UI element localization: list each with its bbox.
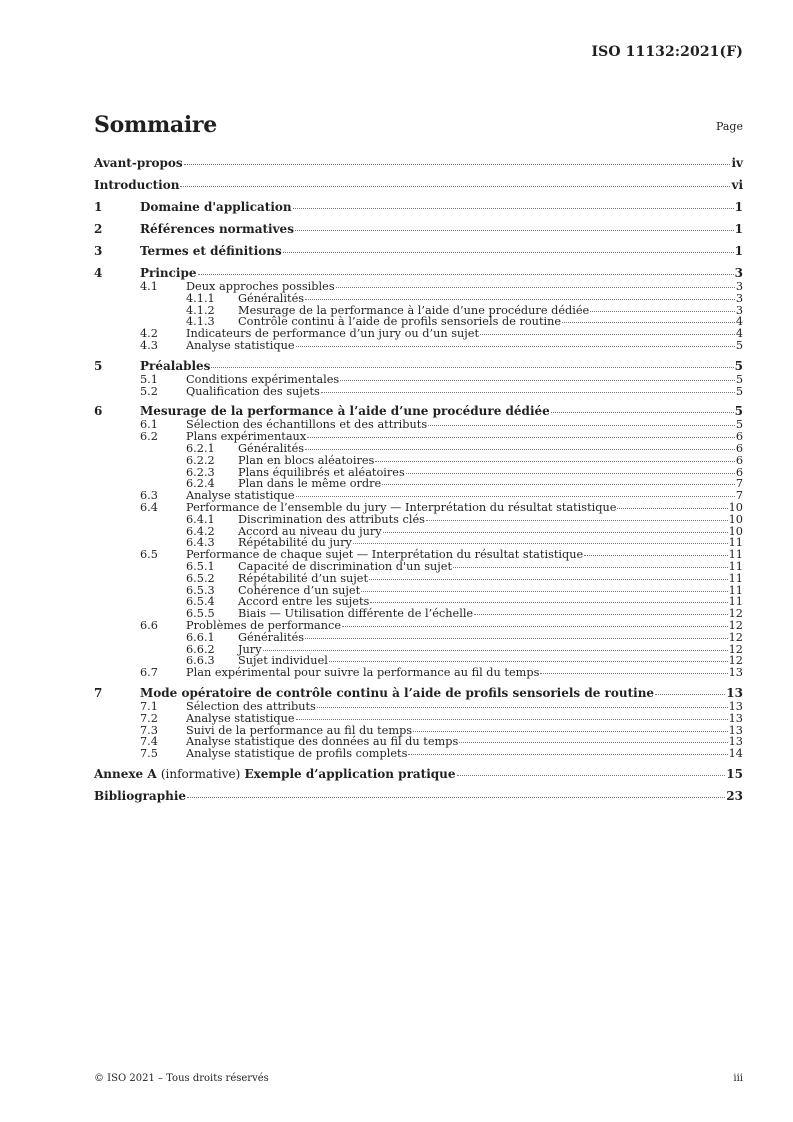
toc-entry-title-text: Qualification des sujets [186, 384, 320, 398]
toc-entry-number: 4.1.2 [186, 303, 215, 317]
toc-entry-page[interactable]: 1 [734, 200, 743, 214]
toc-entry-title-text: Deux approches possibles [186, 280, 335, 293]
toc-entry-number: 4.1.1 [186, 291, 215, 305]
toc-entry[interactable] [94, 667, 743, 679]
toc-entry-title-text: Conditions expérimentales [186, 372, 340, 386]
toc-entry-page[interactable]: 12 [728, 630, 743, 644]
toc-entry[interactable] [94, 620, 743, 632]
toc-entry[interactable] [94, 561, 743, 573]
toc-entry-page[interactable]: 6 [735, 430, 743, 444]
toc-entry[interactable] [94, 766, 743, 782]
toc-entry-number: 7.3 [140, 723, 158, 737]
toc-entry-title-text: Analyse statistique de profils complets [186, 747, 408, 761]
toc-entry-number: 6.6.1 [186, 630, 215, 644]
toc-entry-page[interactable]: 3 [735, 280, 743, 293]
toc-entry-page[interactable]: 13 [728, 666, 743, 680]
dot-leader [426, 520, 728, 521]
toc-entry-title-text: Généralités [238, 630, 305, 644]
copyright-notice: © ISO 2021 – Tous droits réservés [94, 1073, 269, 1084]
toc-entry-title[interactable] [94, 766, 456, 782]
toc-entry-title-text: Plans expérimentaux [186, 430, 307, 444]
toc-entry-page[interactable]: 6 [735, 441, 743, 455]
toc-entry-number: 7.2 [140, 711, 158, 725]
dot-leader [474, 614, 728, 615]
toc-entry-number: 7.5 [140, 747, 158, 761]
dot-leader [283, 252, 734, 253]
toc-entry-page[interactable]: 3 [735, 303, 743, 317]
toc-entry-page[interactable]: 11 [728, 571, 743, 585]
toc-entry-title-text: Performance de chaque sujet — Interprétation du résultat statistique [186, 548, 584, 562]
toc-entry-page[interactable]: 11 [728, 583, 743, 597]
dot-leader [342, 626, 728, 627]
dot-leader [590, 311, 735, 312]
toc-entry-title-text: Termes et définitions [140, 244, 282, 258]
toc-entry-title-text: Capacité de discrimination d'un sujet [238, 559, 453, 573]
toc-entry-page[interactable]: 5 [735, 338, 743, 352]
toc-entry[interactable] [94, 155, 743, 171]
toc-entry-page[interactable]: 5 [734, 404, 743, 419]
toc-entry-title-text: Références normatives [140, 222, 294, 236]
toc-entry-number: 6.4.3 [186, 536, 215, 550]
toc-entry-title-text: Sujet individuel [238, 654, 328, 668]
toc-entry-page[interactable]: 13 [728, 735, 743, 749]
toc-entry-number: 6.6.2 [186, 642, 215, 656]
toc-entry-page[interactable]: 7 [735, 489, 743, 503]
toc-entry-title-text: Avant-propos [94, 156, 183, 170]
toc-entry-title-text: Analyse statistique [186, 711, 295, 725]
toc-entry-title-text: Biais — Utilisation différente de l’échelle [238, 607, 474, 621]
toc-entry-number: 6.5.4 [186, 595, 215, 609]
toc-entry-title-text: Problèmes de performance [186, 618, 342, 632]
toc-entry-page[interactable]: 10 [728, 512, 743, 526]
toc-entry-title-text: Contrôle continu à l’aide de profils sensoriels de routine [238, 315, 562, 329]
dot-leader [383, 532, 728, 533]
toc-entry-page[interactable]: 13 [728, 699, 743, 713]
toc-entry-title-text: Généralités [238, 291, 305, 305]
dot-leader [369, 579, 728, 580]
toc-entry-number: 6.3 [140, 489, 158, 503]
toc-entry-page[interactable]: 6 [735, 453, 743, 467]
toc-entry-page[interactable]: 1 [734, 222, 743, 236]
toc-entry-title-text: Sélection des attributs [186, 699, 316, 713]
toc-entry-title[interactable] [140, 199, 292, 215]
toc-entry-page[interactable]: 5 [735, 418, 743, 432]
toc-entry-title[interactable] [186, 667, 539, 679]
dot-leader [406, 473, 735, 474]
toc-entry-title-text: Plan expérimental pour suivre la performance au fil du temps [186, 666, 540, 680]
toc-entry-page[interactable]: vi [731, 178, 743, 192]
toc-entry-number: 6.5.5 [186, 607, 215, 621]
document-id: ISO 11132:2021(F) [591, 44, 743, 60]
toc-entry-number: 6.4 [140, 500, 158, 514]
toc-entry-page[interactable]: 12 [728, 642, 743, 656]
toc-entry-title-text: Indicateurs de performance d’un jury ou d’un sujet [186, 327, 480, 341]
toc-entry-number: 3 [94, 244, 103, 258]
toc-entry-page[interactable]: 11 [728, 536, 743, 550]
dot-leader [184, 164, 731, 165]
toc-entry-page[interactable]: 3 [734, 266, 743, 280]
dot-leader [305, 299, 735, 300]
dot-leader [353, 543, 728, 544]
dot-leader [307, 437, 735, 438]
toc-entry-title-text: Analyse statistique [186, 489, 295, 503]
toc-entry-number: 4.3 [140, 338, 158, 352]
toc-entry-number: 6.4.2 [186, 524, 215, 538]
toc-entry-title-text: Jury [238, 642, 262, 656]
toc-entry-number: 6.5.1 [186, 559, 215, 573]
toc-entry-page[interactable]: 5 [734, 358, 743, 373]
toc-entry[interactable] [94, 443, 743, 455]
toc-entry-page[interactable]: 4 [735, 327, 743, 341]
toc-entry-note: (informative) [160, 766, 241, 781]
toc-entry-number: 7.4 [140, 735, 158, 749]
toc-entry-title[interactable] [140, 265, 197, 281]
dot-leader [187, 797, 725, 798]
dot-leader [211, 367, 733, 368]
dot-leader [457, 775, 726, 776]
dot-leader [180, 186, 730, 187]
dot-leader [296, 346, 735, 347]
toc-entry-title-text: Plans équilibrés et aléatoires [238, 465, 405, 479]
dot-leader [361, 591, 727, 592]
toc-entry-title-rest: Exemple d’application pratique [244, 766, 456, 781]
toc-entry-page[interactable]: 3 [735, 291, 743, 305]
toc-entry-title[interactable] [186, 340, 295, 352]
toc-entry-title-text: Principe [140, 266, 197, 280]
toc-entry-page[interactable]: 12 [728, 618, 743, 632]
toc-entry-number: 2 [94, 222, 103, 236]
toc-entry[interactable] [94, 788, 743, 804]
toc-entry-page[interactable]: 13 [728, 723, 743, 737]
toc-entry-number: 6.4.1 [186, 512, 215, 526]
toc-entry-number: 6.2.1 [186, 441, 215, 455]
toc-entry-title-text: Bibliographie [94, 788, 187, 803]
toc-entry-number: 5 [94, 358, 103, 373]
dot-leader [408, 754, 727, 755]
toc-entry-page[interactable]: 12 [728, 607, 743, 621]
toc-entry-number: 5.1 [140, 372, 158, 386]
toc-entry-title-text: Plan dans le même ordre [238, 477, 382, 491]
toc-entry[interactable] [94, 358, 743, 374]
toc-entry-title-text: Suivi de la performance au fil du temps [186, 723, 413, 737]
dot-leader [329, 661, 728, 662]
dot-leader [296, 496, 735, 497]
toc-entry-number: 5.2 [140, 384, 158, 398]
toc-entry-number: 6.2.4 [186, 477, 215, 491]
toc-entry-title-text: Mode opératoire de contrôle continu à l’aide de profils sensoriels de routine [140, 685, 655, 700]
toc-entry-number: 4.1 [140, 280, 158, 293]
toc-entry-title-text: Plan en blocs aléatoires [238, 453, 375, 467]
toc-entry-number: 4.1.3 [186, 315, 215, 329]
toc-entry-title-text: Discrimination des attributs clés [238, 512, 425, 526]
toc-entry-title[interactable] [140, 685, 654, 701]
toc-entry-page[interactable]: 13 [728, 711, 743, 725]
toc-entry-title-text: Généralités [238, 441, 305, 455]
dot-leader [551, 412, 734, 413]
dot-leader [617, 508, 727, 509]
dot-leader [198, 274, 734, 275]
toc-entry-page[interactable]: 14 [728, 747, 743, 761]
toc-entry-number: 6 [94, 404, 103, 419]
toc-entry-number: 6.5.3 [186, 583, 215, 597]
toc-entry[interactable] [94, 243, 743, 259]
toc-entry-title-text: Répétabilité du jury [238, 536, 352, 550]
toc-entry-number: 6.6.3 [186, 654, 215, 668]
dot-leader [382, 484, 735, 485]
toc-entry-title-text: Sélection des échantillons et des attributs [186, 418, 428, 432]
toc-entry-title-text: Introduction [94, 178, 180, 192]
toc-entry-page[interactable]: 10 [728, 500, 743, 514]
toc-entry[interactable] [94, 221, 743, 237]
toc-entry-title-text: Domaine d'application [140, 200, 292, 214]
toc-entry-title[interactable] [186, 748, 407, 760]
toc-header [94, 112, 743, 142]
toc-entry-number: 6.5.2 [186, 571, 215, 585]
dot-leader [336, 287, 735, 288]
page-number: iii [733, 1073, 743, 1084]
toc-entry[interactable] [94, 403, 743, 419]
toc-entry[interactable] [94, 265, 743, 281]
page-column-label: Page [715, 120, 743, 133]
dot-leader [453, 567, 728, 568]
dot-leader [305, 638, 728, 639]
dot-leader [584, 555, 727, 556]
toc-entry-number: 6.5 [140, 548, 158, 562]
toc-entry[interactable] [94, 514, 743, 526]
toc-entry-title[interactable] [94, 788, 186, 804]
toc-entry-page[interactable]: 6 [735, 465, 743, 479]
toc-entry-title-text: Répétabilité d’un sujet [238, 571, 369, 585]
toc-entry-page[interactable]: 15 [726, 766, 743, 781]
toc-entry-page[interactable]: 11 [728, 548, 743, 562]
toc-entry-title-text: Préalables [140, 358, 211, 373]
toc-entry-page[interactable]: 1 [734, 244, 743, 258]
dot-leader [370, 602, 727, 603]
toc-entry-number: 6.2.3 [186, 465, 215, 479]
toc-entry-page[interactable]: 5 [735, 384, 743, 398]
dot-leader [321, 392, 735, 393]
toc-entry-title[interactable] [140, 243, 282, 259]
toc-entry-page[interactable]: iv [731, 156, 743, 170]
dot-leader [428, 425, 735, 426]
toc-entry[interactable] [94, 748, 743, 760]
toc-entry-page[interactable]: 7 [735, 477, 743, 491]
toc-entry-number: 6.2.2 [186, 453, 215, 467]
toc-entry[interactable] [94, 340, 743, 352]
toc-entry-number: 1 [94, 200, 103, 214]
dot-leader [413, 731, 728, 732]
toc-entry[interactable] [94, 632, 743, 644]
table-of-contents [94, 155, 743, 804]
toc-entry-page[interactable]: 12 [728, 654, 743, 668]
dot-leader [263, 650, 728, 651]
toc-entry[interactable] [94, 685, 743, 701]
toc-entry-number: 7 [94, 685, 103, 700]
toc-entry[interactable] [94, 573, 743, 585]
toc-entry-number: 4 [94, 266, 103, 280]
toc-entry[interactable] [94, 177, 743, 193]
toc-entry-number: 6.1 [140, 418, 158, 432]
toc-entry-title[interactable] [94, 155, 183, 171]
dot-leader [562, 322, 735, 323]
dot-leader [480, 334, 735, 335]
toc-entry-title[interactable] [140, 358, 210, 374]
toc-entry[interactable] [94, 386, 743, 398]
toc-entry-title[interactable] [186, 386, 320, 398]
toc-entry-title-text: Analyse statistique des données au fil du temps [186, 735, 459, 749]
toc-entry-title-text: Mesurage de la performance à l’aide d’une procédure dédiée [238, 303, 590, 317]
toc-entry-page[interactable]: 5 [735, 372, 743, 386]
dot-leader [540, 673, 727, 674]
toc-entry-number: 6.7 [140, 666, 158, 680]
toc-entry-title-text: Analyse statistique [186, 338, 295, 352]
page-title: Sommaire [94, 112, 217, 138]
toc-entry-title-text: Annexe A [94, 766, 157, 781]
toc-entry-number: 6.6 [140, 618, 158, 632]
toc-entry[interactable] [94, 455, 743, 467]
dot-leader [293, 208, 734, 209]
toc-entry-number: 7.1 [140, 699, 158, 713]
dot-leader [296, 719, 728, 720]
toc-entry-title-text: Accord au niveau du jury [238, 524, 382, 538]
dot-leader [305, 449, 735, 450]
toc-entry-page[interactable]: 13 [726, 685, 743, 700]
toc-entry-page[interactable]: 23 [726, 788, 743, 803]
toc-entry-page[interactable]: 10 [728, 524, 743, 538]
toc-entry-title-text: Performance de l’ensemble du jury — Interprétation du résultat statistique [186, 500, 617, 514]
toc-entry-number: 4.2 [140, 327, 158, 341]
toc-entry-title[interactable] [140, 221, 294, 237]
toc-entry-page[interactable]: 11 [728, 595, 743, 609]
dot-leader [340, 380, 735, 381]
dot-leader [459, 742, 727, 743]
dot-leader [317, 707, 728, 708]
toc-entry-title-text: Mesurage de la performance à l’aide d’une procédure dédiée [140, 404, 550, 419]
toc-entry-title-text: Accord entre les sujets [238, 595, 370, 609]
toc-entry-number: 6.2 [140, 430, 158, 444]
toc-entry-title[interactable] [94, 177, 179, 193]
dot-leader [655, 694, 725, 695]
dot-leader [295, 230, 734, 231]
toc-entry[interactable] [94, 199, 743, 215]
dot-leader [375, 461, 734, 462]
toc-entry-page[interactable]: 4 [735, 315, 743, 329]
toc-entry-page[interactable]: 11 [728, 559, 743, 573]
toc-entry-title[interactable] [140, 403, 550, 419]
toc-entry-title-text: Cohérence d’un sujet [238, 583, 361, 597]
